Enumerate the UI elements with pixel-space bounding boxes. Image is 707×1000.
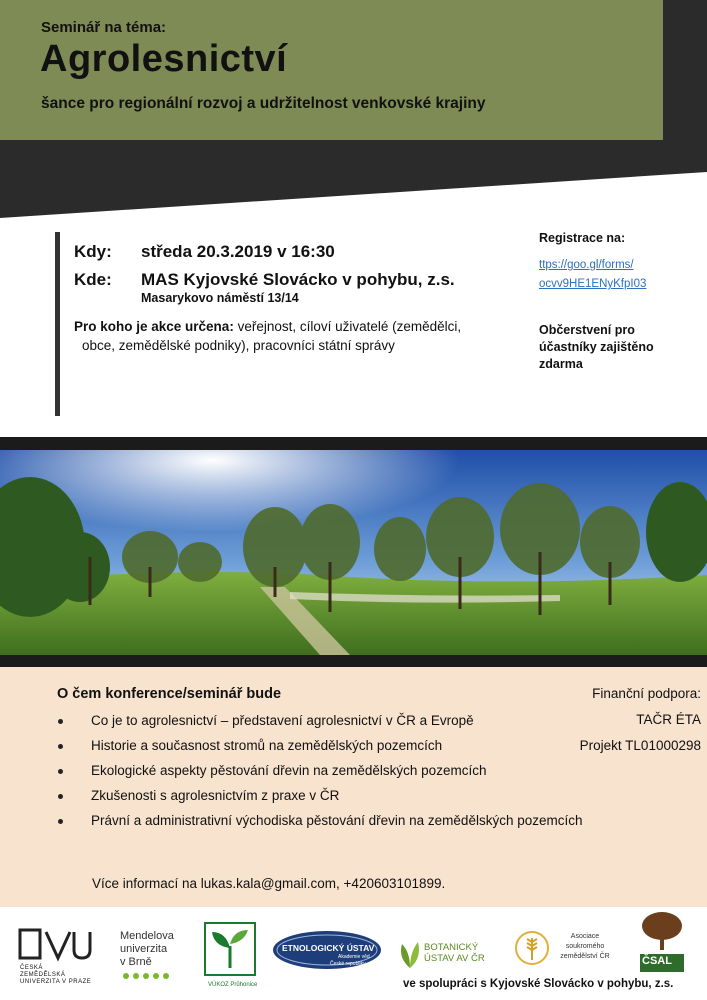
venue-address: Masarykovo náměstí 13/14 [141, 291, 299, 305]
audience-line-2: obce, zemědělské podniky), pracovníci státní správy [82, 338, 395, 353]
program-item [55, 735, 582, 760]
mendel-logo-text [120, 930, 174, 969]
funding-agency: TAČR ÉTA [636, 712, 701, 727]
asociace-line-3: zemědělství ČR [560, 953, 610, 960]
czu-line-3: UNIVERZITA V PRAZE [20, 979, 92, 985]
program-list [55, 710, 582, 835]
program-item-text: Ekologické aspekty pěstování dřevin na zemědělských pozemcích [91, 763, 487, 778]
asociace-line-1: Asociace [570, 933, 600, 940]
program-item-text: Zkušenosti s agrolesnictvím z praxe v ČR [91, 788, 340, 803]
czu-logo-text [20, 965, 91, 986]
bullet-icon [58, 769, 63, 774]
registration-title: Registrace na: [539, 231, 626, 245]
agroforestry-landscape-image [0, 437, 707, 667]
asociace-logo-text [556, 932, 614, 962]
czu-line-2: ZEMĚDĚLSKÁ [20, 972, 66, 978]
header-banner [0, 0, 707, 220]
funding-label: Finanční podpora: [592, 686, 701, 701]
where-value: MAS Kyjovské Slovácko v pohybu, z.s. [141, 270, 455, 289]
info-accent-bar [55, 232, 60, 416]
header-kicker: Seminář na téma: [41, 19, 167, 36]
registration-link[interactable] [539, 256, 699, 294]
audience-line-1: veřejnost, cíloví uživatelé (zemědělci, [233, 319, 462, 334]
program-title: O čem konference/seminář bude [57, 686, 282, 702]
registration-link-line-2[interactable]: ocvv9HE1ENyKfpI03 [539, 278, 647, 290]
vukoz-logo-icon [204, 922, 256, 980]
program-item-text: Co je to agrolesnictví – představení agrolesnictví v ČR a Evropě [91, 713, 474, 728]
bullet-icon [58, 794, 63, 799]
program-item-text: Historie a současnost stromů na zemědělských pozemcích [91, 738, 443, 753]
audience-text [74, 317, 519, 355]
page-subtitle: šance pro regionální rozvoj a udržitelnost venkovské krajiny [41, 95, 486, 112]
page-title: Agrolesnictví [40, 38, 288, 80]
etnologicky-ustav-sub-1: Akademie věd [338, 954, 370, 960]
program-item [55, 785, 582, 810]
bullet-icon [58, 819, 63, 824]
contact-info: Více informací na lukas.kala@gmail.com, +420603101899. [92, 876, 446, 891]
mendel-line-3: v Brně [120, 956, 152, 968]
asociace-line-2: soukromého [565, 943, 605, 950]
botanicky-ustav-text [424, 942, 485, 964]
program-item [55, 810, 582, 835]
csal-logo-text: ČSAL [642, 955, 672, 967]
audience-label: Pro koho je akce určena: [74, 319, 234, 334]
program-item [55, 760, 582, 785]
registration-link-line-1[interactable]: ttps://goo.gl/forms/ [539, 259, 634, 271]
mendel-dots-icon [122, 970, 192, 982]
refreshment-note: Občerstvení pro účastníky zajištěno zdarma [539, 323, 654, 371]
etnologicky-ustav-sub-2: České republiky, v.v.i. [330, 961, 378, 967]
cooperation-note: ve spolupráci s Kyjovské Slovácko v pohybu, z.s. [403, 978, 674, 990]
bullet-icon [58, 744, 63, 749]
where-label: Kde: [74, 270, 112, 289]
botanicky-line-2: ÚSTAV AV ČR [424, 953, 485, 964]
program-item [55, 710, 582, 735]
program-item-text: Právní a administrativní východiska pěstování dřevin na zemědělských pozemcích [91, 813, 583, 828]
vukoz-logo-text: VÚKOZ Průhonice [208, 982, 258, 988]
botanicky-line-1: BOTANICKÝ [424, 942, 479, 953]
asociace-logo-icon [514, 930, 550, 966]
etnologicky-ustav-name: ETNOLOGICKÝ ÚSTAV [282, 943, 375, 953]
mendel-line-1: Mendelova [120, 930, 174, 942]
bullet-icon [58, 719, 63, 724]
funding-project: Projekt TL01000298 [579, 738, 701, 753]
mendel-line-2: univerzita [120, 943, 168, 955]
czu-logo-icon [18, 928, 98, 964]
botanicky-ustav-logo-icon [398, 938, 422, 970]
czu-line-1: ČESKÁ [20, 965, 43, 971]
when-label: Kdy: [74, 242, 112, 261]
when-value: středa 20.3.2019 v 16:30 [141, 242, 335, 261]
